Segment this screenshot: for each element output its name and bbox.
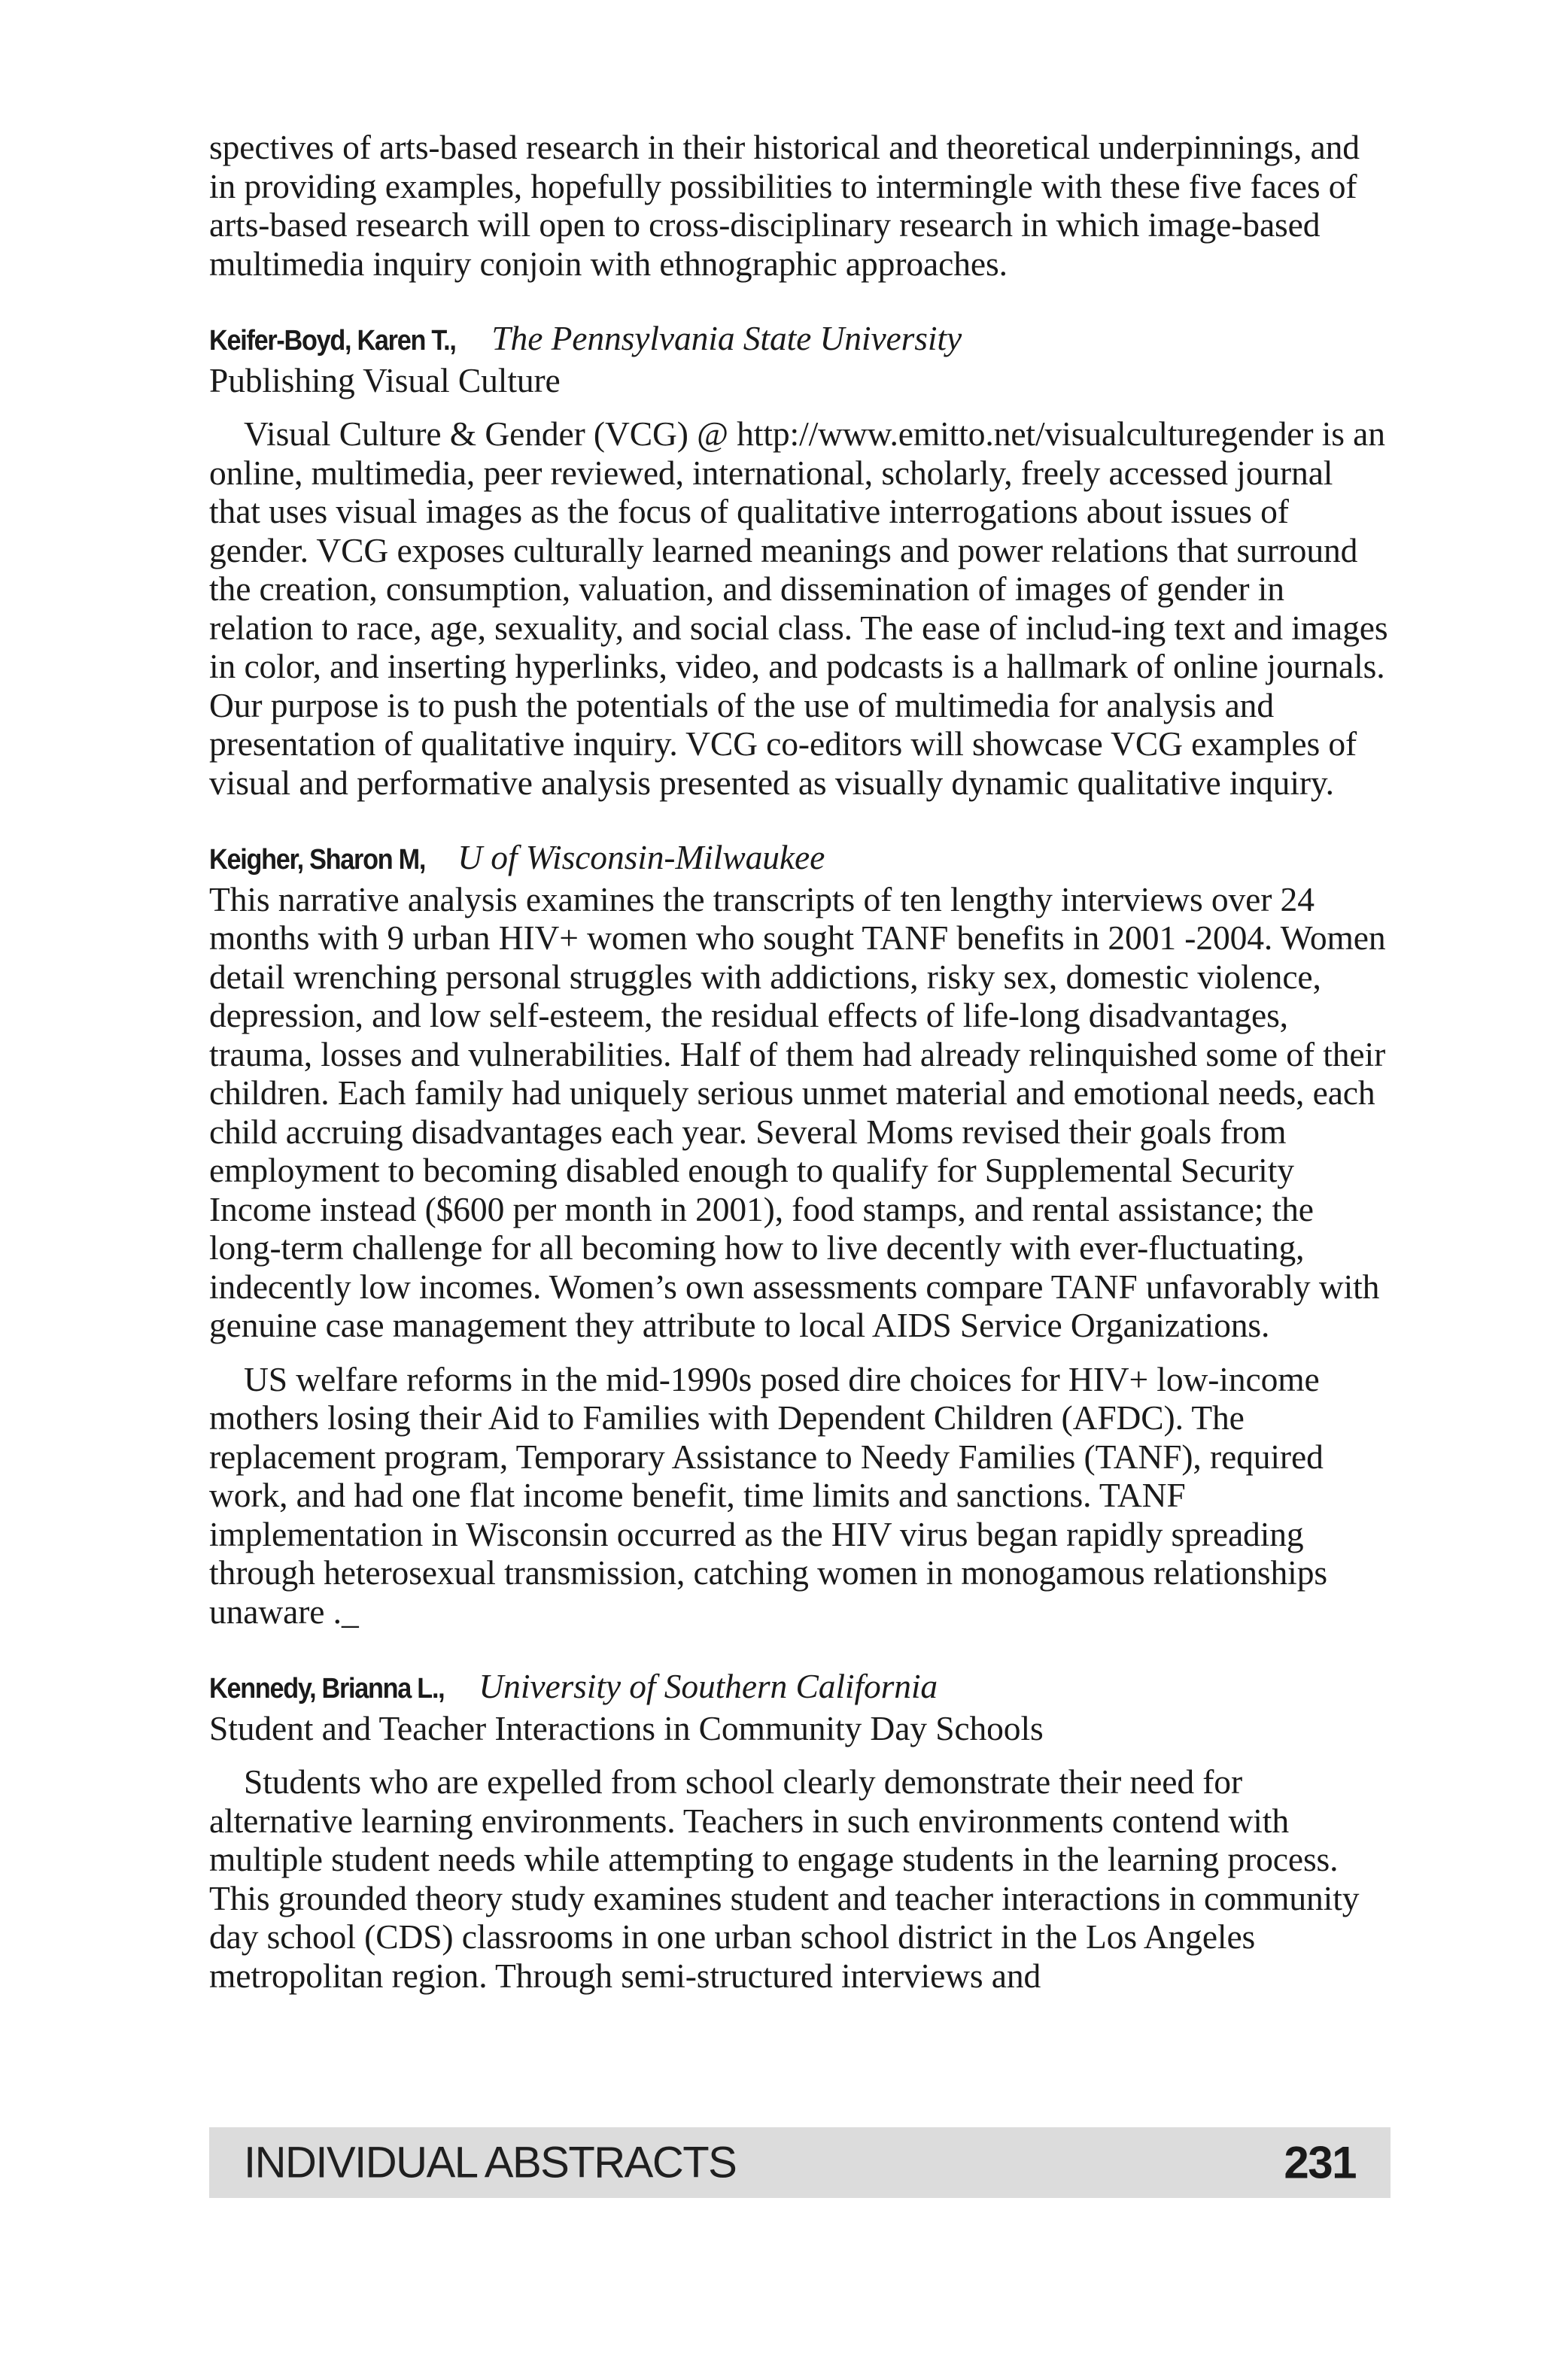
intro-paragraph: spectives of arts-based research in their historical and theoretical underpinnings, and in providing examples, hopefully possibilities to intermingle with these five faces of arts-based research will open to cross-disciplinary research in which image-based multimedia inquiry conjoin with ethnographic approaches. (209, 128, 1360, 283)
page-footer-bar (209, 2127, 1391, 2198)
abstract-entry-keigher (209, 838, 1391, 1631)
section-label: INDIVIDUAL ABSTRACTS (244, 2138, 737, 2187)
abstract-paragraph: US welfare reforms in the mid-1990s posed dire choices for HIV+ low-income mothers losing their Aid to Families with Dependent Children (AFDC). The replacement program, Temporary Assistance to Needy Families (TANF), required work, and had one flat income benefit, time limits and sanctions. TANF implementation in Wisconsin occurred as the HIV virus began rapidly spreading through heterosexual transmission, catching women in monogamous relationships unaware ._ (209, 1359, 1327, 1631)
entry-heading (209, 1667, 1391, 1709)
author-name: Keifer-Boyd, Karen T., (209, 325, 456, 357)
author-affiliation: University of Southern California (479, 1667, 938, 1705)
abstract-paragraph: This narrative analysis examines the transcripts of ten lengthy interviews over 24 months with 9 urban HIV+ women who sought TANF benefits in 2001 -2004. Women detail wrenching personal struggles with addictions, risky sex, domestic violence, depression, and low self-esteem, the residual effects of life-long disadvantages, trauma, losses and vulnerabilities. Half of them had already relinquished some of their children. Each family had uniquely serious unmet material and emotional needs, each child accruing disadvantages each year. Several Moms revised their goals from employment to becoming disabled enough to qualify for Supplemental Security Income instead ($600 per month in 2001), food stamps, and rental assistance; the long-term challenge for all becoming how to live decently with ever-fluctuating, indecently low incomes. Women’s own assessments compare TANF unfavorably with genuine case management they attribute to local AIDS Service Organizations. (209, 879, 1386, 1344)
author-affiliation: U of Wisconsin-Milwaukee (457, 838, 825, 876)
author-name: Kennedy, Brianna L., (209, 1673, 445, 1705)
abstract-paragraph: Students who are expelled from school clearly demonstrate their need for alternative learning environments. Teachers in such environments contend with multiple student needs while attempting to engage students in the learning process. This grounded theory study examines student and teacher interactions in community day school (CDS) classrooms in one urban school district in the Los Angeles metropolitan region. Through semi-structured interviews and (209, 1762, 1360, 1995)
page-number: 231 (1284, 2137, 1356, 2188)
abstract-paragraph: Visual Culture & Gender (VCG) @ http://www.emitto.net/visualculturegender is an online, multimedia, peer reviewed, international, scholarly, freely accessed journal that uses visual images as the focus of qualitative interrogations about issues of gender. VCG exposes culturally learned meanings and power relations that surround the creation, consumption, valuation, and dissemination of images of gender in relation to race, age, sexuality, and social class. The ease of includ-ing text and images in color, and inserting hyperlinks, video, and podcasts is a hallmark of online journals. Our purpose is to push the potentials of the use of multimedia for analysis and presentation of qualitative inquiry. VCG co-editors will showcase VCG examples of visual and performative analysis presented as visually dynamic qualitative inquiry. (209, 414, 1388, 802)
abstract-entry-kennedy (209, 1667, 1391, 1995)
abstract-title: Publishing Visual Culture (209, 360, 561, 399)
abstract-title: Student and Teacher Interactions in Community Day Schools (209, 1708, 1044, 1747)
author-affiliation: The Pennsylvania State University (491, 319, 962, 357)
author-name: Keigher, Sharon M, (209, 844, 426, 876)
entry-heading (209, 838, 1391, 880)
entry-heading (209, 319, 1391, 361)
abstract-entry-keifer-boyd (209, 319, 1391, 802)
page-content (209, 128, 1391, 1995)
